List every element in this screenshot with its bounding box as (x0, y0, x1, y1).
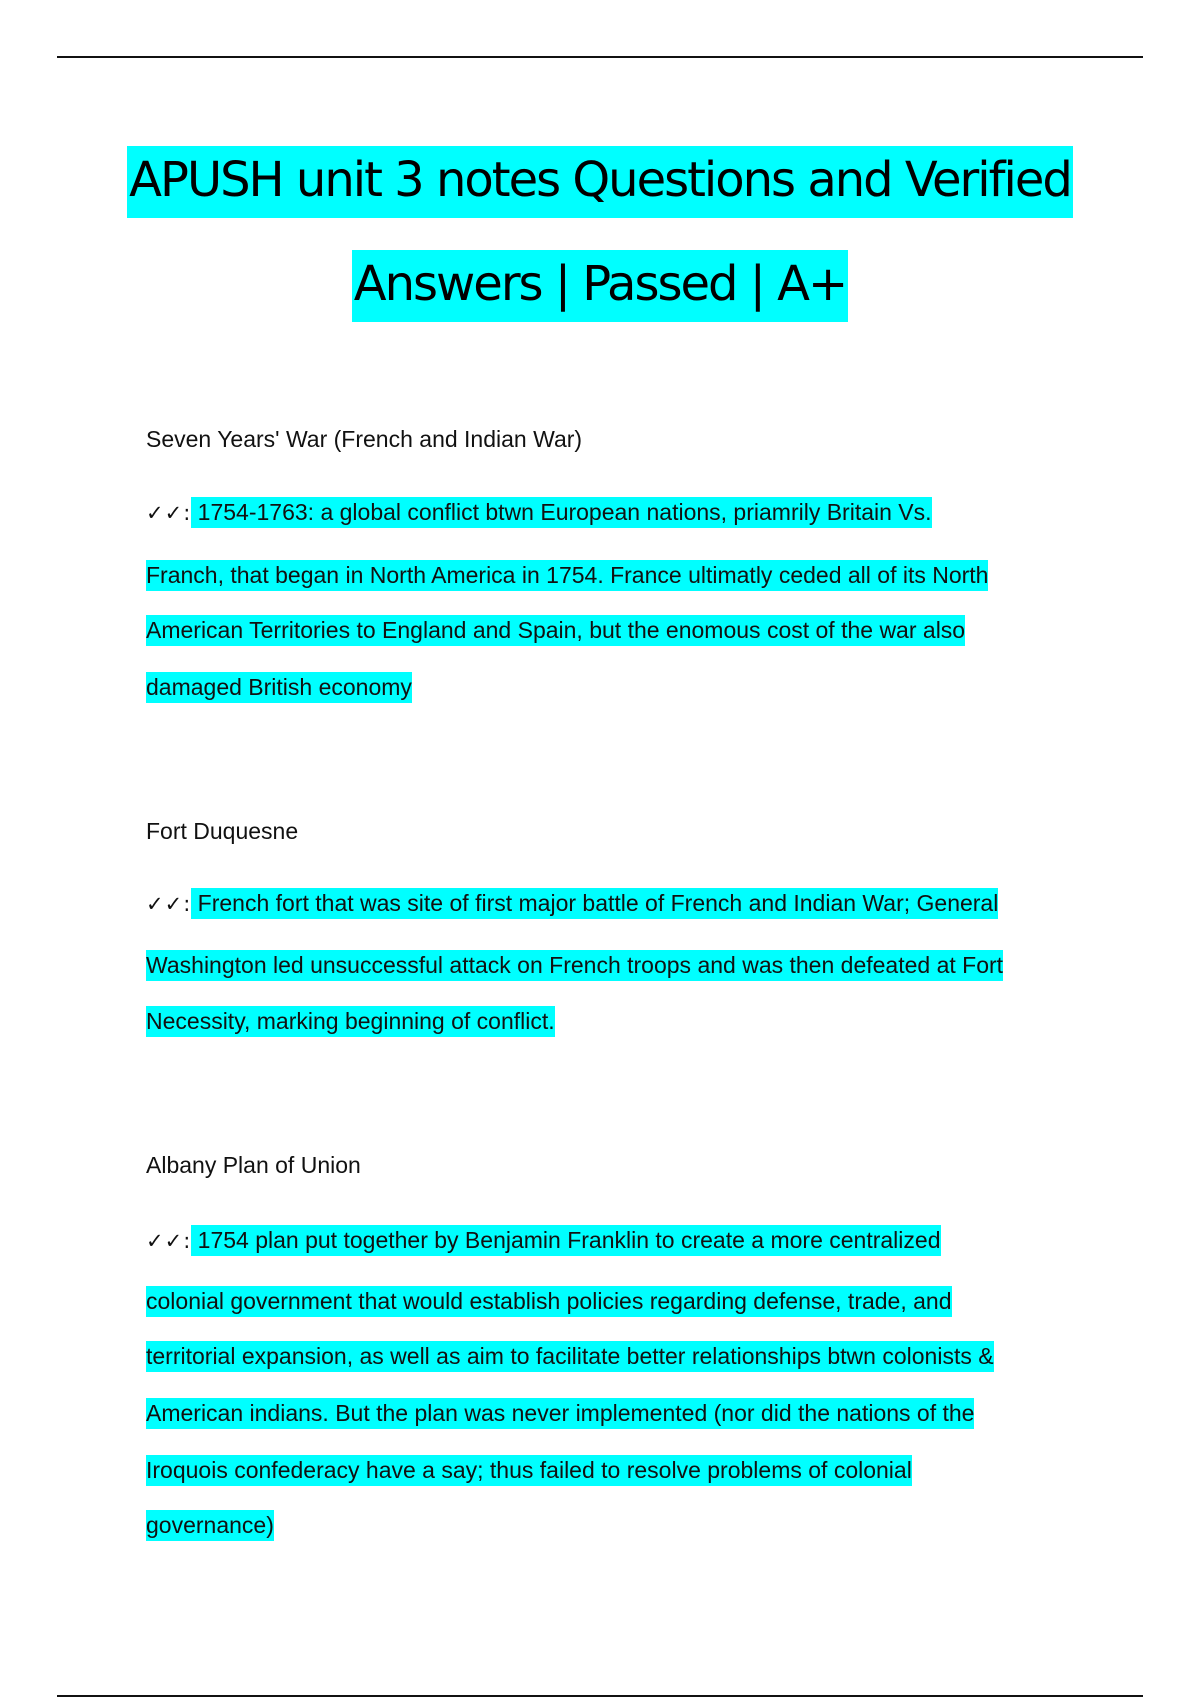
document-title-line-2: Answers | Passed | A+ (0, 256, 1200, 312)
answer-line: Washington led unsuccessful attack on French troops and was then defeated at Fort (146, 950, 1003, 980)
checkmark-icon: ✓✓: (146, 1229, 192, 1253)
answer-line: damaged British economy (146, 672, 412, 702)
answer-line: Iroquois confederacy have a say; thus failed to resolve problems of colonial (146, 1455, 912, 1485)
answer-line: ✓✓: 1754-1763: a global conflict btwn European nations, priamrily Britain Vs. (146, 497, 932, 528)
card-term: Albany Plan of Union (146, 1152, 361, 1178)
answer-line: American indians. But the plan was never implemented (nor did the nations of the (146, 1398, 974, 1428)
header-rule (57, 56, 1143, 58)
answer-line: Necessity, marking beginning of conflict. (146, 1006, 555, 1036)
document-title-line-1: APUSH unit 3 notes Questions and Verified (0, 152, 1200, 208)
answer-line: governance) (146, 1510, 274, 1540)
answer-line: American Territories to England and Spain, but the enomous cost of the war also (146, 615, 965, 645)
card-term: Fort Duquesne (146, 818, 299, 844)
answer-line: territorial expansion, as well as aim to facilitate better relationships btwn colonists & (146, 1341, 994, 1371)
answer-line: Franch, that began in North America in 1754. France ultimatly ceded all of its North (146, 560, 988, 590)
checkmark-icon: ✓✓: (146, 892, 192, 916)
answer-line: ✓✓: 1754 plan put together by Benjamin Franklin to create a more centralized (146, 1225, 941, 1256)
answer-line: ✓✓: French fort that was site of first major battle of French and Indian War; General (146, 888, 998, 919)
footer-rule (57, 1695, 1143, 1697)
checkmark-icon: ✓✓: (146, 501, 192, 525)
card-term: Seven Years' War (French and Indian War) (146, 426, 583, 452)
answer-line: colonial government that would establish policies regarding defense, trade, and (146, 1286, 952, 1316)
